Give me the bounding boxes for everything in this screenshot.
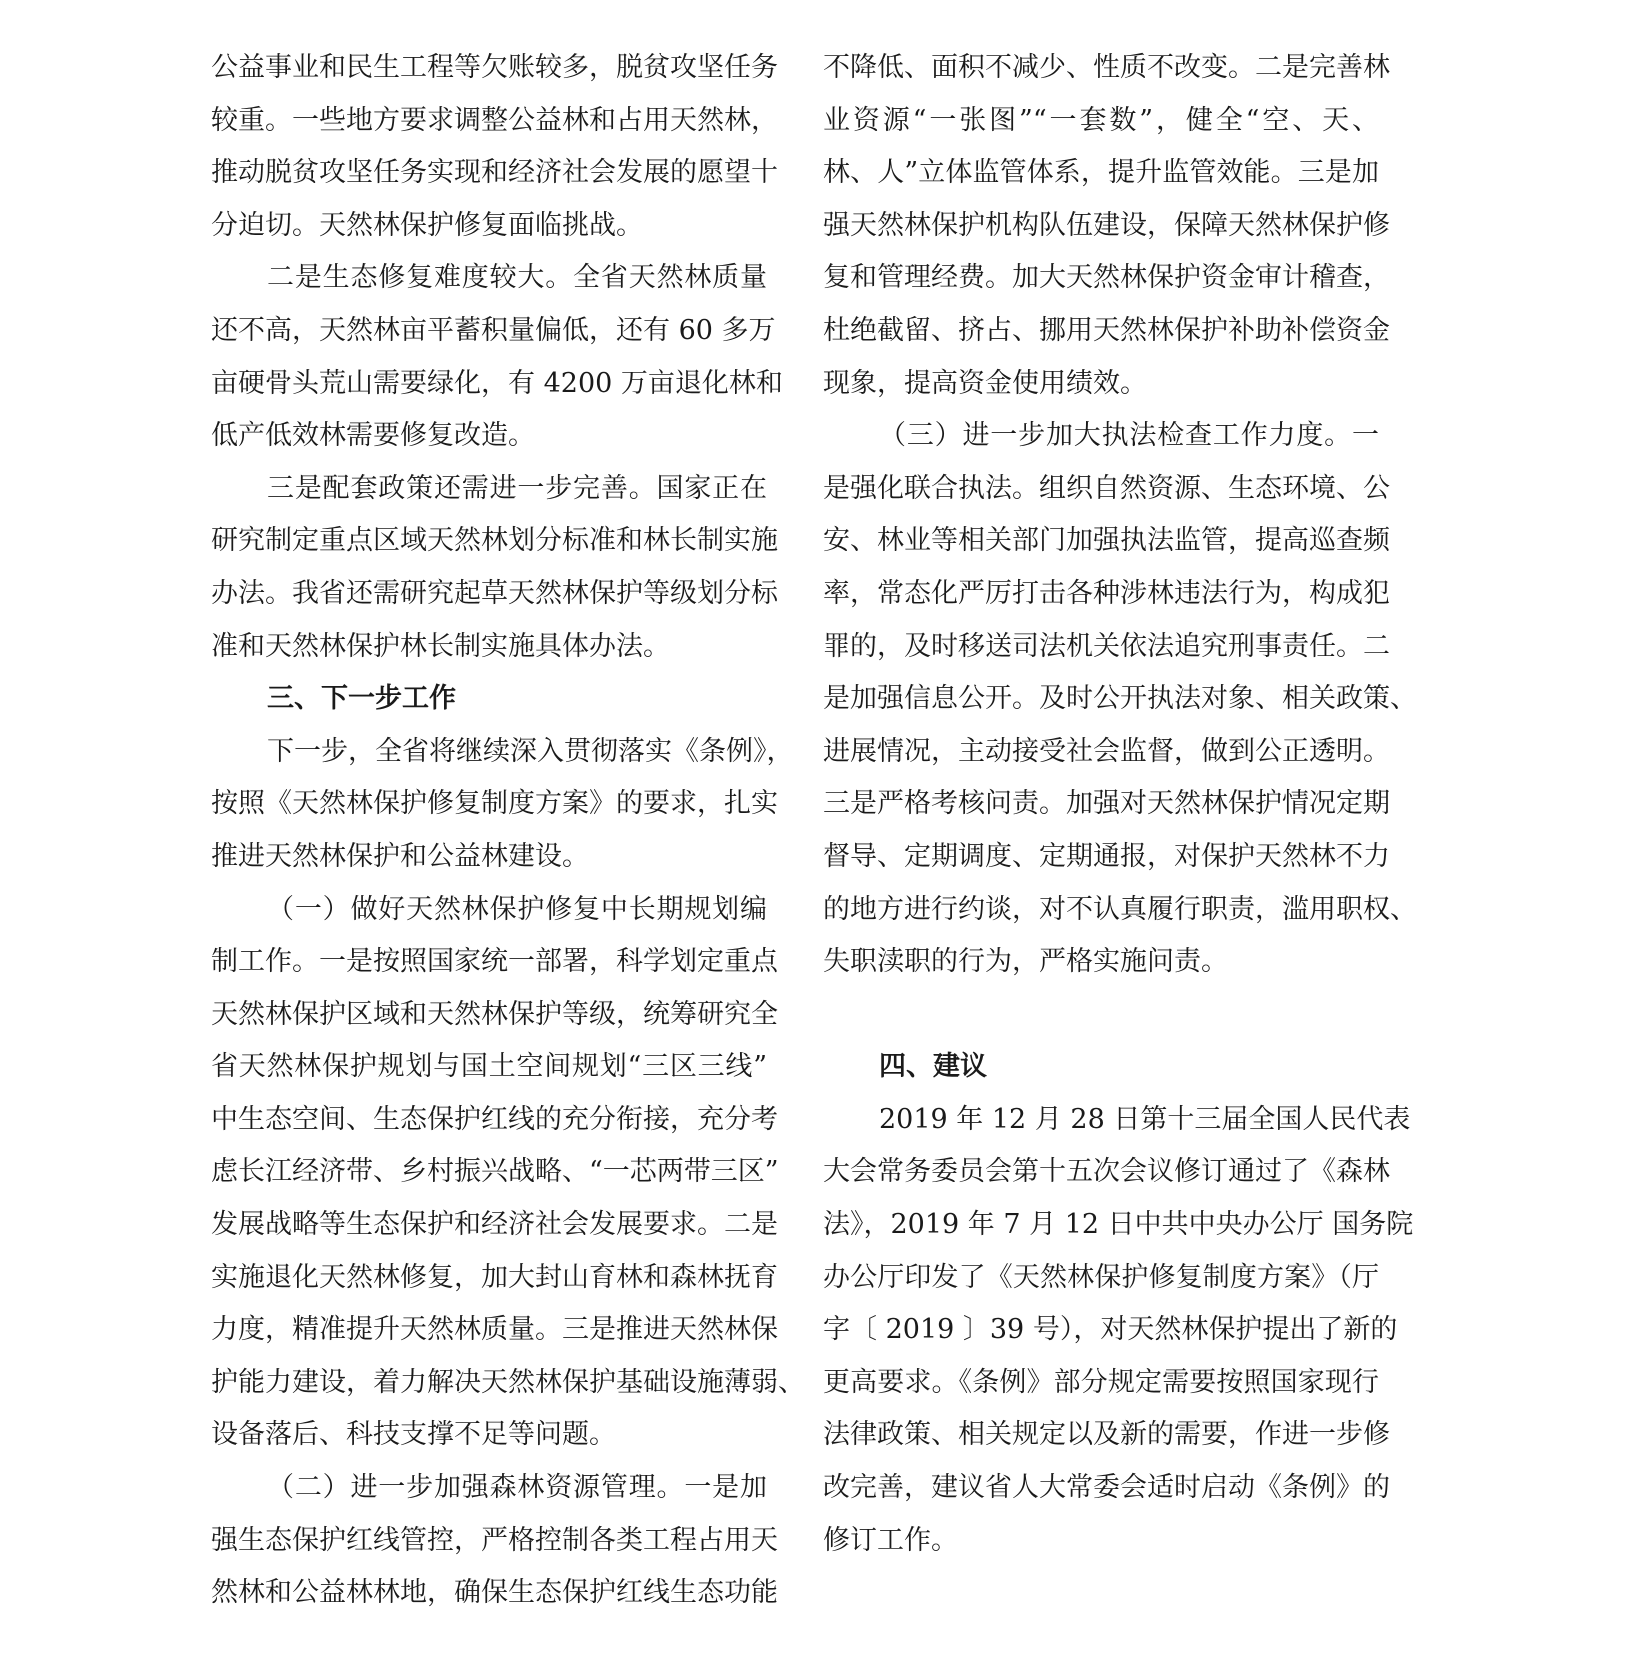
text-line: 更高要求。《条例》部分规定需要按照国家现行 [823, 1366, 1379, 1398]
text-line: 较重。一些地方要求调整公益林和占用天然林， [211, 104, 778, 136]
text-line: 推动脱贫攻坚任务实现和经济社会发展的愿望十 [211, 157, 778, 189]
text-line: 三是配套政策还需进一步完善。国家正在 [267, 472, 767, 504]
text-line: （三）进一步加大执法检查工作力度。一 [879, 420, 1379, 452]
text-line: 三是严格考核问责。加强对天然林保护情况定期 [823, 788, 1390, 820]
text-line: 办公厅印发了《天然林保护修复制度方案》（厅 [823, 1261, 1379, 1293]
section-heading: 四、建议 [879, 1051, 987, 1083]
text-line: 安、林业等相关部门加强执法监管，提高巡查频 [823, 525, 1390, 557]
text-line: 天然林保护区域和天然林保护等级，统筹研究全 [211, 998, 778, 1030]
text-line: 罪的，及时移送司法机关依法追究刑事责任。二 [823, 630, 1390, 662]
paragraph-spacer [823, 989, 1379, 1042]
text-line: 推进天然林保护和公益林建设。 [211, 840, 589, 872]
text-line: 失职渎职的行为，严格实施问责。 [823, 946, 1228, 978]
text-line: 准和天然林保护林长制实施具体办法。 [211, 630, 670, 662]
text-line: 省天然林保护规划与国土空间规划“三区三线” [211, 1051, 767, 1083]
text-line: 是强化联合执法。组织自然资源、生态环境、公 [823, 472, 1390, 504]
text-line: 虑长江经济带、乡村振兴战略、“一芯两带三区” [211, 1156, 779, 1188]
text-line: 办法。我省还需研究起草天然林保护等级划分标 [211, 577, 778, 609]
text-line: 进展情况，主动接受社会监督，做到公正透明。 [823, 735, 1390, 767]
text-line: 公益事业和民生工程等欠账较多，脱贫攻坚任务 [211, 52, 778, 83]
text-line: 杜绝截留、挤占、挪用天然林保护补助补偿资金 [823, 314, 1390, 346]
text-line: 林、人”立体监管体系，提升监管效能。三是加 [823, 157, 1379, 189]
text-line: （一）做好天然林保护修复中长期规划编 [267, 893, 767, 925]
text-line: 修订工作。 [823, 1524, 958, 1556]
text-line: 还不高，天然林亩平蓄积量偏低，还有 60 多万 [211, 314, 776, 346]
text-line: 复和管理经费。加大天然林保护资金审计稽查， [823, 262, 1390, 294]
text-line: 中生态空间、生态保护红线的充分衔接，充分考 [211, 1103, 778, 1135]
text-line: 2019 年 12 月 28 日第十三届全国人民代表 [879, 1103, 1411, 1135]
text-line: 字〔 2019 〕39 号），对天然林保护提出了新的 [823, 1314, 1398, 1346]
text-line: 研究制定重点区域天然林划分标准和林长制实施 [211, 525, 778, 557]
text-line: 护能力建设，着力解决天然林保护基础设施薄弱、 [211, 1366, 805, 1398]
text-line: 按照《天然林保护修复制度方案》的要求，扎实 [211, 788, 778, 820]
text-line: 亩硬骨头荒山需要绿化，有 4200 万亩退化林和 [211, 367, 783, 399]
text-line: 二是生态修复难度较大。全省天然林质量 [267, 262, 767, 294]
text-line: 是加强信息公开。及时公开执法对象、相关政策、 [823, 683, 1417, 715]
text-line: 法律政策、相关规定以及新的需要，作进一步修 [823, 1419, 1390, 1451]
text-line: 督导、定期调度、定期通报，对保护天然林不力 [823, 840, 1390, 872]
text-line: 强生态保护红线管控，严格控制各类工程占用天 [211, 1524, 778, 1556]
text-line: 力度，精准提升天然林质量。三是推进天然林保 [211, 1314, 778, 1346]
text-line: 法》，2019 年 7 月 12 日中共中央办公厅 国务院 [823, 1209, 1414, 1241]
text-line: 的地方进行约谈，对不认真履行职责，滥用职权、 [823, 893, 1417, 925]
text-line: 业资源“一张图”“一套数”，健全“空、天、 [823, 104, 1379, 136]
text-line: 分迫切。天然林保护修复面临挑战。 [211, 209, 643, 241]
text-line: 率，常态化严厉打击各种涉林违法行为，构成犯 [823, 577, 1390, 609]
text-line: 发展战略等生态保护和经济社会发展要求。二是 [211, 1209, 778, 1241]
text-line: 设备落后、科技支撑不足等问题。 [211, 1419, 616, 1451]
text-line: 强天然林保护机构队伍建设，保障天然林保护修 [823, 209, 1390, 241]
text-line: 现象，提高资金使用绩效。 [823, 367, 1147, 399]
text-line: 低产低效林需要修复改造。 [211, 420, 535, 452]
text-line: 大会常务委员会第十五次会议修订通过了《森林 [823, 1156, 1390, 1188]
text-line: 制工作。一是按照国家统一部署，科学划定重点 [211, 946, 778, 978]
text-line: 然林和公益林林地，确保生态保护红线生态功能 [211, 1577, 778, 1609]
text-line: 下一步，全省将继续深入贯彻落实《条例》， [267, 735, 794, 767]
text-line: 不降低、面积不减少、性质不改变。二是完善林 [823, 52, 1390, 83]
left-text-column [211, 42, 805, 1620]
right-text-column [823, 42, 1417, 1567]
text-line: （二）进一步加强森林资源管理。一是加 [267, 1472, 767, 1504]
text-line: 改完善，建议省人大常委会适时启动《条例》的 [823, 1472, 1390, 1504]
text-line: 实施退化天然林修复，加大封山育林和森林抚育 [211, 1261, 778, 1293]
section-heading: 三、下一步工作 [267, 683, 456, 715]
